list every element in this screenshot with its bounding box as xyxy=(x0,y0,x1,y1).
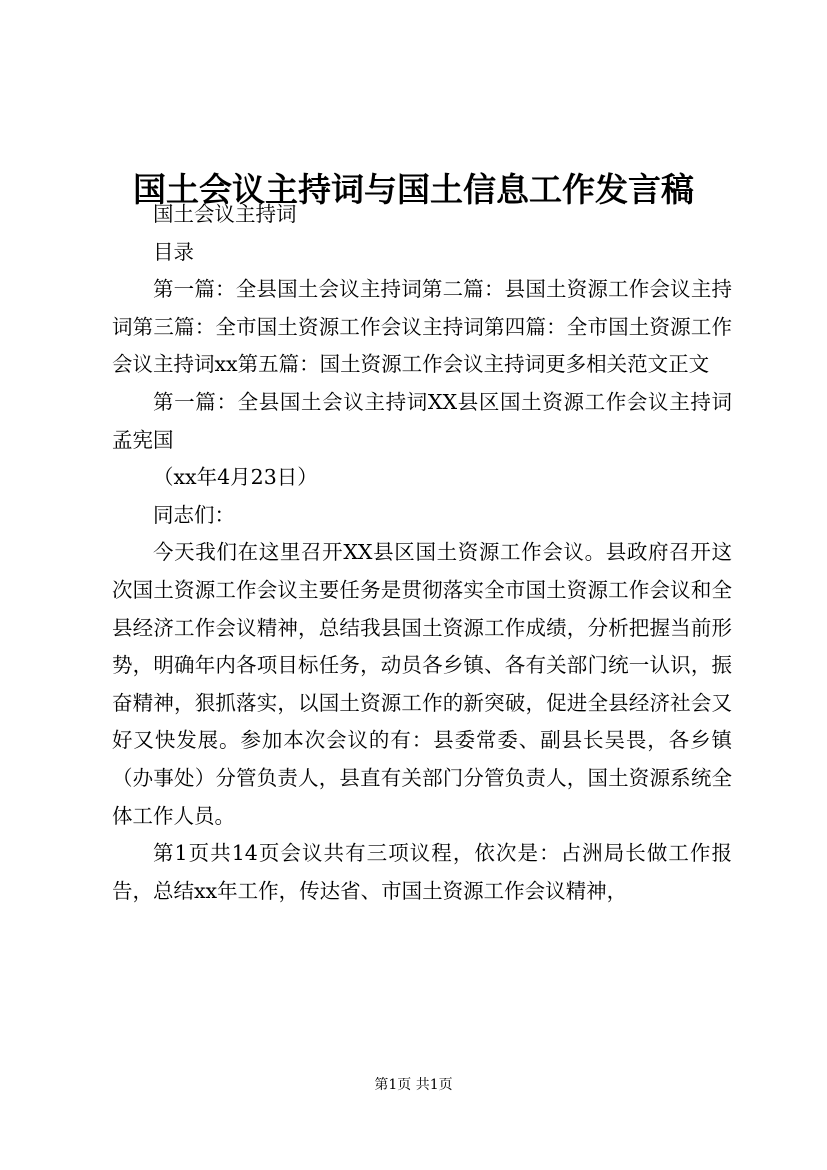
paragraph-salutation: 同志们： xyxy=(153,502,235,527)
paragraph-contents-heading: 目录 xyxy=(153,239,194,264)
paragraph-date: （xx年4月23日） xyxy=(153,465,318,490)
page-footer: 第1页 共1页 xyxy=(374,1077,453,1093)
document-body xyxy=(112,196,732,910)
paragraph-section-heading: 第一篇：全县国土会议主持词XX县区国土资源工作会议主持词孟宪国 xyxy=(112,389,732,452)
paragraph-body-1: 今天我们在这里召开XX县区国土资源工作会议。县政府召开这次国土资源工作会议主要任务是贯彻落实全市国土资源工作会议和全县经济工作会议精神，总结我县国土资源工作成绩，分析把握当前形势，明确年内各项目标任务，动员各乡镇、各有关部门统一认识，振奋精神，狠抓落实，以国土资源工作的新突破，促进全县经济社会又好又快发展。参加本次会议的有：县委常委、副县长吴畏，各乡镇（办事处）分管负责人，县直有关部门分管负责人，国土资源系统全体工作人员。 xyxy=(112,540,732,828)
paragraph-body-2: 第1页共14页会议共有三项议程，依次是：占洲局长做工作报告，总结xx年工作，传达省、市国土资源工作会议精神， xyxy=(112,841,732,903)
paragraph-subtitle: 国土会议主持词 xyxy=(153,202,297,226)
document-title: 国土会议主持词与国土信息工作发言稿 xyxy=(133,170,694,210)
paragraph-contents-list: 第一篇：全县国土会议主持词第二篇：县国土资源工作会议主持词第三篇：全市国土资源工作会议主持词第四篇：全市国土资源工作会议主持词xx第五篇：国土资源工作会议主持词更多相关范文正文 xyxy=(112,277,732,377)
